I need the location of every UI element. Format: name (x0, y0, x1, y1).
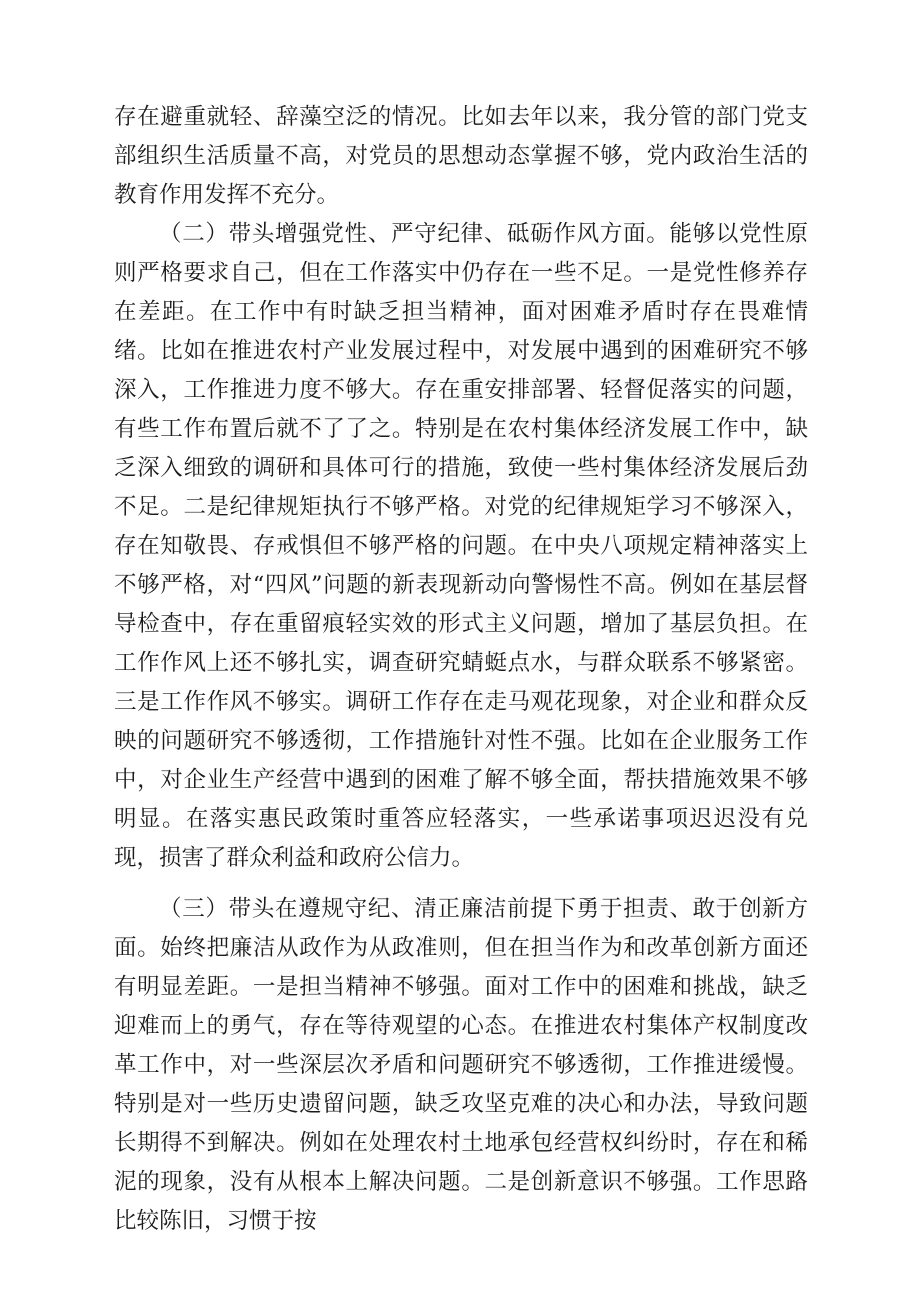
document-body (114, 98, 808, 1241)
paragraph-section-three: （三）带头在遵规守纪、清正廉洁前提下勇于担责、敢于创新方面。始终把廉洁从政作为从政准则，但在担当作为和改革创新方面还有明显差距。一是担当精神不够强。面对工作中的困难和挑战，缺乏迎难而上的勇气，存在等待观望的心态。在推进农村集体产权制度改革工作中，对一些深层次矛盾和问题研究不够透彻，工作推进缓慢。特别是对一些历史遗留问题，缺乏攻坚克难的决心和办法，导致问题长期得不到解决。例如在处理农村土地承包经营权纠纷时，存在和稀泥的现象，没有从根本上解决问题。二是创新意识不够强。工作思路比较陈旧，习惯于按 (114, 896, 808, 1234)
paragraph-continuation: 存在避重就轻、辞藻空泛的情况。比如去年以来，我分管的部门党支部组织生活质量不高，对党员的思想动态掌握不够，党内政治生活的教育作用发挥不充分。 (114, 104, 808, 208)
paragraph-section-two: （二）带头增强党性、严守纪律、砥砺作风方面。能够以党性原则严格要求自己，但在工作落实中仍存在一些不足。一是党性修养存在差距。在工作中有时缺乏担当精神，面对困难矛盾时存在畏难情绪。比如在推进农村产业发展过程中，对发展中遇到的困难研究不够深入，工作推进力度不够大。存在重安排部署、轻督促落实的问题，有些工作布置后就不了了之。特别是在农村集体经济发展工作中，缺乏深入细致的调研和具体可行的措施，致使一些村集体经济发展后劲不足。二是纪律规矩执行不够严格。对党的纪律规矩学习不够深入，存在知敬畏、存戒惧但不够严格的问题。在中央八项规定精神落实上不够严格，对“四风”问题的新表现新动向警惕性不高。例如在基层督导检查中，存在重留痕轻实效的形式主义问题，增加了基层负担。在工作作风上还不够扎实，调查研究蜻蜓点水，与群众联系不够紧密。三是工作作风不够实。调研工作存在走马观花现象，对企业和群众反映的问题研究不够透彻，工作措施针对性不强。比如在企业服务工作中，对企业生产经营中遇到的困难了解不够全面，帮扶措施效果不够明显。在落实惠民政策时重答应轻落实，一些承诺事项迟迟没有兑现，损害了群众利益和政府公信力。 (114, 221, 808, 871)
